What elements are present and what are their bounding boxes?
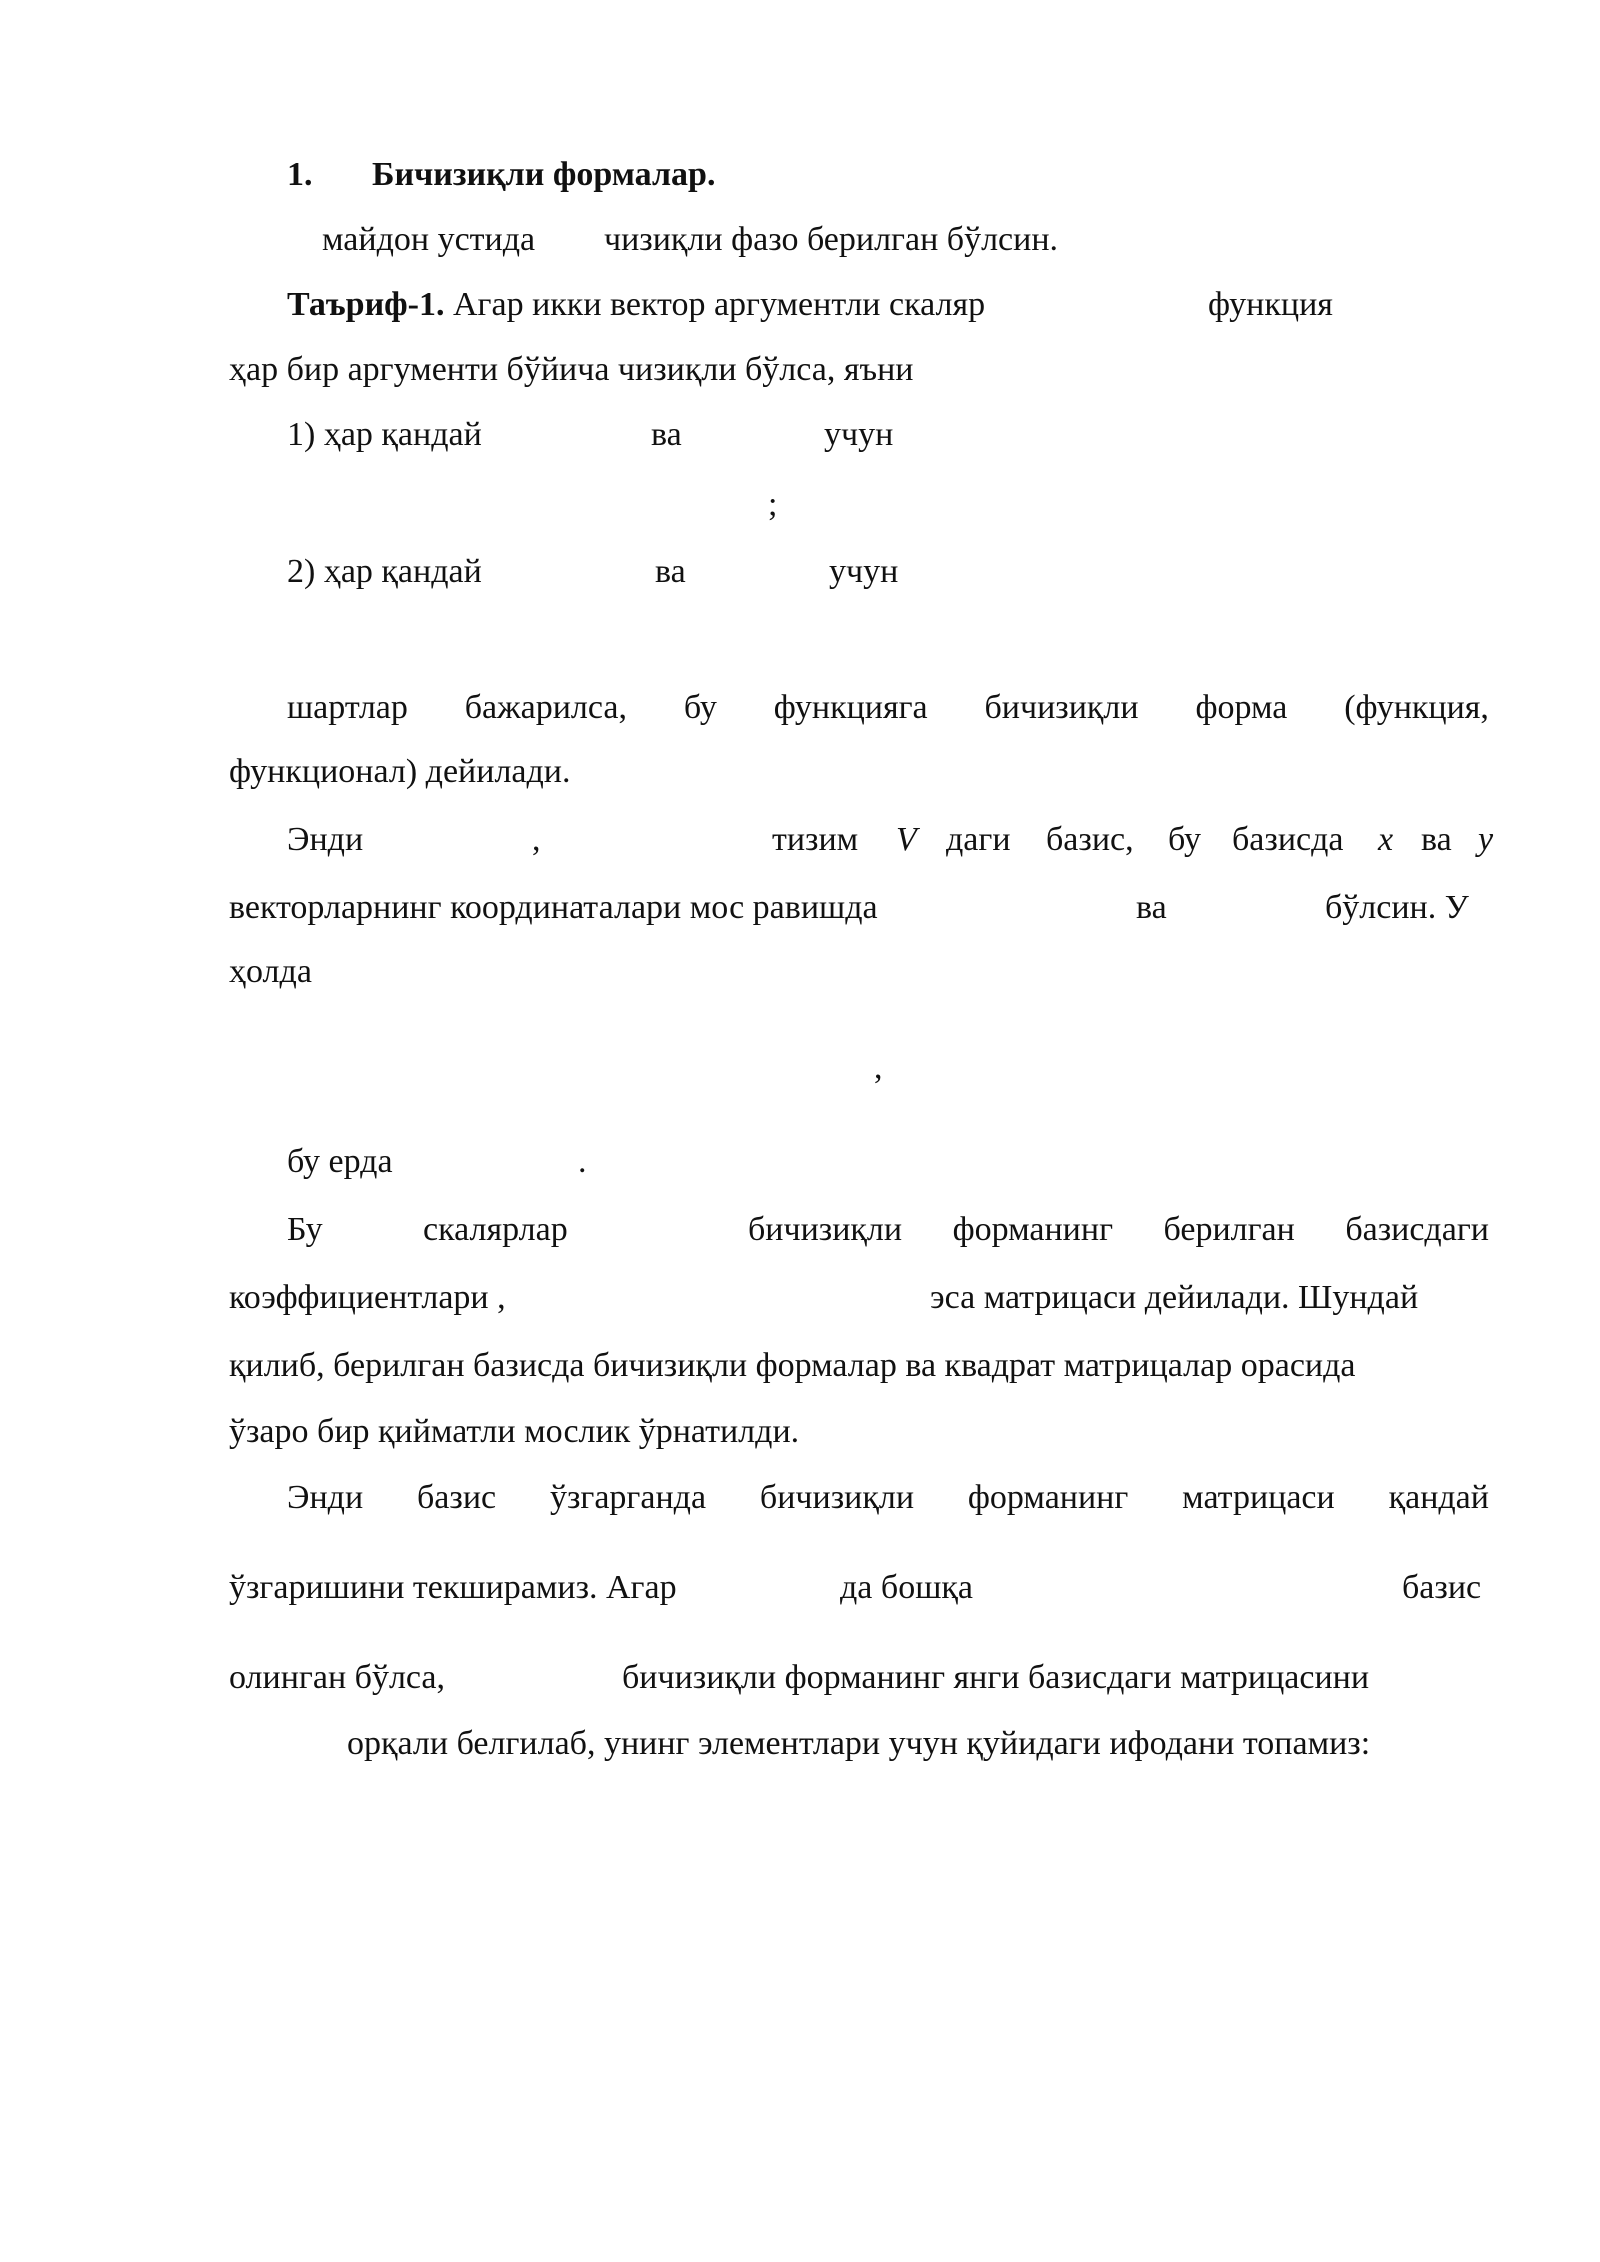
condition-2-prefix: 2) ҳар қандай [287,553,482,590]
condition-1-prefix: 1) ҳар қандай [287,416,482,453]
basis-change-line-2-right: базис [1402,1569,1482,1606]
conclusion-word: бажарилса, [464,689,627,726]
coefficients-line-2-right: эса матрицаси дейилади. Шундай [930,1279,1419,1316]
coordinates-in-basis [946,820,1011,860]
here-text: бу ерда [287,1143,393,1180]
basis-change-line-1 [287,1478,1489,1518]
coordinates-line-2-and: ва [1136,889,1167,926]
coordinates-basis-word: базис, [1046,821,1134,858]
condition-1-for: учун [824,416,894,453]
conclusion-line-2: функционал) дейилади. [229,753,571,790]
coordinates-in-basis-word: базисда [1232,821,1344,858]
coordinates-x: x [1378,821,1394,858]
conclusion-word: функцияга [773,689,928,726]
coordinates-this-word: бу [1168,821,1202,858]
basis-change-word: матрицаси [1182,1479,1335,1516]
basis-change-line-3-left: олинган бўлса, [229,1659,446,1696]
definition-function-word: функция [1208,286,1333,323]
basis-change-word: форманинг [967,1479,1129,1516]
coordinates-space-v: V [896,821,917,858]
conclusion-word: форма [1195,689,1288,726]
conclusion-word: бу [683,689,717,726]
conclusion-word: бичизиқли [984,689,1139,726]
coefficients-word: бичизиқли [748,1211,903,1248]
coordinates-now: Энди [287,821,364,858]
basis-change-word: бичизиқли [759,1479,915,1516]
coordinates-y: y [1478,821,1494,858]
section-title: Бичизиқли формалар. [372,156,716,193]
coefficients-scalars: скалярлар [423,1211,568,1248]
condition-2-for: учун [829,553,899,590]
intro-text-1: майдон устида [322,221,536,258]
coordinates-line-2-end: бўлсин. У [1325,889,1469,926]
condition-1-semicolon: ; [768,486,778,523]
basis-change-word: Энди [287,1479,364,1516]
conclusion-line-1 [287,688,1489,728]
coordinates-system: тизим [772,821,859,858]
basis-change-line-2-mid: да бошқа [840,1569,973,1606]
coordinates-line-2-left: векторларнинг координаталари мос равишда [229,889,878,926]
basis-change-word: базис [417,1479,497,1516]
coordinates-and: ва [1421,821,1452,858]
basis-change-line-3-right: бичизиқли форманинг янги базисдаги матрицасини [622,1659,1370,1696]
coefficients-line-4: ўзаро бир қийматли мослик ўрнатилди. [229,1413,800,1450]
coordinates-word: даги [946,821,1011,858]
definition-label: Таъриф-1. [287,286,445,323]
condition-2-and: ва [655,553,686,590]
formula-comma: , [874,1049,883,1086]
definition-line-1 [287,285,985,325]
coefficients-this: Бу [287,1211,323,1248]
basis-change-line-4: орқали белгилаб, унинг элементлари учун қуйидаги ифодани топамиз: [347,1725,1371,1762]
intro-text-2: чизиқли фазо берилган бўлсин. [604,221,1059,258]
definition-text: Агар икки вектор аргументли скаляр [453,286,986,323]
conclusion-word: (функция, [1344,689,1489,726]
basis-change-word: қандай [1388,1479,1489,1516]
coordinates-comma: , [532,821,541,858]
coefficients-word: берилган [1163,1211,1295,1248]
coordinates-line-3: ҳолда [229,953,312,990]
condition-1-and: ва [651,416,682,453]
section-number: 1. [287,156,313,193]
coefficients-line-1-right [748,1210,1489,1250]
basis-change-line-2-left: ўзгаришини текширамиз. Агар [229,1569,677,1606]
basis-change-word: ўзгарганда [549,1479,707,1516]
coefficients-line-3: қилиб, берилган базисда бичизиқли формалар ва квадрат матрицалар орасида [229,1347,1356,1384]
coefficients-word: форманинг [952,1211,1114,1248]
coefficients-word: базисдаги [1345,1211,1489,1248]
coefficients-line-2-left: коэффициентлари , [229,1279,506,1316]
conclusion-word: шартлар [287,689,408,726]
definition-line-2: ҳар бир аргументи бўйича чизиқли бўлса, яъни [229,351,914,388]
here-dot: . [578,1143,587,1180]
